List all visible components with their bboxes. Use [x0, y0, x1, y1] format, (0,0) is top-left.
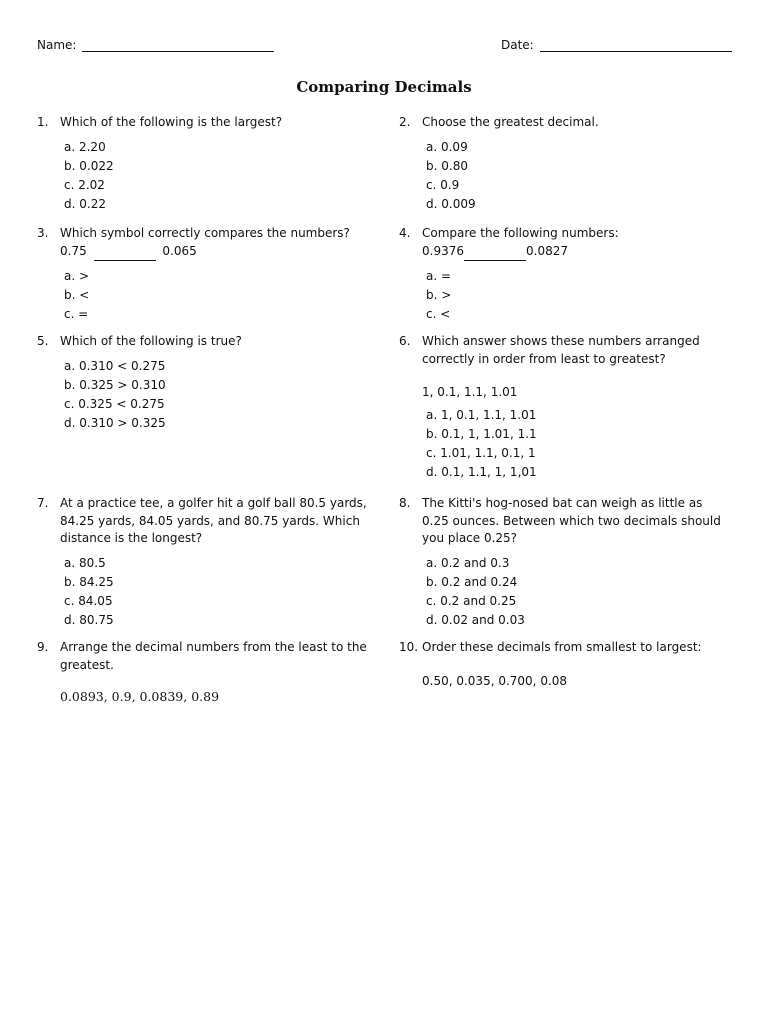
option-a[interactable]: a. 80.5	[64, 555, 106, 570]
options-list	[422, 406, 729, 482]
left-value: 0.75	[60, 243, 87, 258]
option-a[interactable]: a. 1, 0.1, 1.1, 1.01	[426, 407, 537, 422]
answer-blank[interactable]	[464, 243, 526, 262]
option-c[interactable]: c. =	[64, 307, 89, 321]
option-c[interactable]: c. 0.9	[426, 177, 460, 192]
question-number: 4.	[399, 226, 411, 240]
option-a[interactable]: a. 0.09	[426, 139, 468, 154]
options-list	[60, 357, 377, 433]
question-9	[37, 639, 377, 706]
question-stem: Which symbol correctly compares the numbers?	[60, 226, 350, 240]
option-b[interactable]: b. >	[426, 288, 452, 302]
question-stem: Choose the greatest decimal.	[422, 115, 599, 129]
option-b[interactable]: b. 0.325 > 0.310	[64, 377, 166, 392]
option-c[interactable]: c. 84.05	[64, 593, 113, 608]
question-number: 1.	[37, 115, 49, 129]
option-d[interactable]: d. 0.02 and 0.03	[426, 612, 525, 627]
answer-blank[interactable]	[94, 243, 156, 262]
number-sequence: 0.50, 0.035, 0.700, 0.08	[422, 673, 568, 688]
question-7	[37, 495, 377, 630]
option-c[interactable]: c. 0.325 < 0.275	[64, 396, 165, 411]
question-number: 5.	[37, 334, 49, 348]
option-a[interactable]: a. =	[426, 269, 452, 283]
question-10	[399, 639, 729, 690]
question-3	[37, 225, 377, 324]
question-number: 10.	[399, 640, 419, 654]
option-b[interactable]: b. 0.80	[426, 158, 468, 173]
number-sequence: 1, 0.1, 1.1, 1.01	[422, 385, 518, 399]
option-d[interactable]: d. 80.75	[64, 612, 114, 627]
options-list	[60, 267, 377, 324]
option-b[interactable]: b. 84.25	[64, 574, 114, 589]
option-a[interactable]: a. 0.2 and 0.3	[426, 555, 510, 570]
options-list	[60, 138, 377, 214]
question-8	[399, 495, 729, 630]
question-stem: At a practice tee, a golfer hit a golf ball 80.5 yards, 84.25 yards, 84.05 yards, and 80.75 yards. Which distance is the longest?	[60, 496, 367, 545]
comparison-line	[60, 243, 377, 262]
options-list	[422, 138, 729, 214]
question-4	[399, 225, 729, 324]
option-b[interactable]: b. <	[64, 288, 90, 302]
question-number: 8.	[399, 496, 411, 510]
question-stem: Compare the following numbers:	[422, 226, 619, 240]
option-d[interactable]: d. 0.009	[426, 196, 476, 211]
option-b[interactable]: b. 0.2 and 0.24	[426, 574, 518, 589]
options-list	[422, 554, 729, 630]
date-label: Date:	[501, 38, 534, 52]
option-a[interactable]: a. 0.310 < 0.275	[64, 358, 166, 373]
left-value: 0.9376	[422, 243, 464, 258]
question-number: 3.	[37, 226, 49, 240]
question-5	[37, 333, 377, 433]
name-label: Name:	[37, 38, 77, 52]
question-2	[399, 114, 729, 214]
right-value: 0.0827	[526, 243, 568, 258]
question-number: 2.	[399, 115, 411, 129]
worksheet-header	[37, 38, 734, 54]
worksheet-title: Comparing Decimals	[296, 78, 472, 96]
question-number: 7.	[37, 496, 49, 510]
name-field[interactable]	[37, 38, 274, 52]
question-number: 9.	[37, 640, 49, 654]
number-sequence: 0.0893, 0.9, 0.0839, 0.89	[60, 689, 220, 704]
name-line[interactable]	[82, 39, 274, 52]
right-value: 0.065	[162, 243, 197, 258]
option-b[interactable]: b. 0.022	[64, 158, 114, 173]
question-stem: Arrange the decimal numbers from the least to the greatest.	[60, 640, 367, 672]
question-number: 6.	[399, 334, 411, 348]
option-d[interactable]: d. 0.1, 1.1, 1, 1,01	[426, 464, 537, 479]
option-c[interactable]: c. <	[426, 307, 451, 321]
question-1	[37, 114, 377, 214]
question-6	[399, 333, 729, 482]
question-stem: The Kitti's hog-nosed bat can weigh as little as 0.25 ounces. Between which two decimals should you place 0.25?	[422, 496, 721, 545]
options-list	[60, 554, 377, 630]
option-d[interactable]: d. 0.22	[64, 196, 106, 211]
option-a[interactable]: a. >	[64, 269, 90, 283]
options-list	[422, 267, 729, 324]
option-d[interactable]: d. 0.310 > 0.325	[64, 415, 166, 430]
question-stem: Order these decimals from smallest to largest:	[422, 640, 702, 654]
comparison-line	[422, 243, 729, 262]
option-c[interactable]: c. 2.02	[64, 177, 105, 192]
question-stem: Which answer shows these numbers arranged correctly in order from least to greatest?	[422, 334, 700, 366]
option-a[interactable]: a. 2.20	[64, 139, 106, 154]
question-stem: Which of the following is the largest?	[60, 115, 283, 129]
option-c[interactable]: c. 1.01, 1.1, 0.1, 1	[426, 445, 536, 460]
option-c[interactable]: c. 0.2 and 0.25	[426, 593, 517, 608]
date-field[interactable]	[501, 38, 732, 52]
option-b[interactable]: b. 0.1, 1, 1.01, 1.1	[426, 426, 537, 441]
question-stem: Which of the following is true?	[60, 334, 242, 348]
date-line[interactable]	[540, 39, 732, 52]
